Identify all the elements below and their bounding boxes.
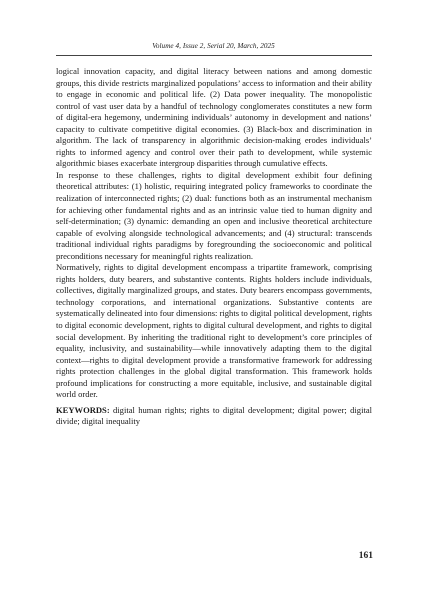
keywords-text: digital human rights; rights to digital development; digital power; digital divide; digital inequality (56, 404, 372, 427)
paragraph-data-inequality: logical innovation capacity, and digital literacy between nations and among domestic groups, this divide restricts marginalized populations’ access to information and their ability to engage in economic and political life. (2) Data power inequality. The monopolistic control of vast user data by a handful of technology conglomerates constitutes a new form of digital-era hegemony, undermining individuals’ autonomy in development and nations’ capacity to cultivate competitive digital economies. (3) Black-box and discrimination in algorithm. The lack of transparency in algorithmic decision-making erodes individuals’ rights to informed agency and control over their path to development, while systemic algorithmic biases exacerbate intergroup disparities through cumulative effects. (56, 66, 372, 169)
running-header: Volume 4, Issue 2, Serial 20, March, 2025 (152, 42, 275, 50)
keywords-label: KEYWORDS: (56, 404, 110, 415)
page-number: 161 (358, 551, 373, 561)
header-divider (56, 55, 372, 56)
keywords-line (56, 405, 372, 428)
body-text (56, 66, 372, 428)
paragraph-normative-framework: Normatively, rights to digital development encompass a tripartite framework, comprising rights holders, duty bearers, and substantive contents. Rights holders include individuals, collectives, digitally marginalized groups, and states. Duty bearers encompass governments, technology corporations, and international organizations. Substantive contents are systematically delineated into four dimensions: rights to digital political development, rights to digital economic development, rights to digital cultural development, and rights to digital social development. By inheriting the traditional right to development’s core principles of equality, inclusivity, and sustainability—while innovatively adapting them to the digital context—rights to digital development provide a transformative framework for addressing rights protection challenges in the global digital transformation. This framework holds profound implications for constructing a more equitable, inclusive, and sustainable digital world order. (56, 262, 372, 400)
paragraph-theoretical-attributes: In response to these challenges, rights to digital development exhibit four defining theoretical attributes: (1) holistic, requiring integrated policy frameworks to coordinate the realization of interconnected rights; (2) dual: functions both as an instrumental mechanism for achieving other fundamental rights and as an intrinsic value tied to human dignity and self-determination; (3) dynamic: demanding an open and inclusive theoretical architecture capable of evolving alongside technological advancements; and (4) structural: transcends traditional individual rights paradigms by foregrounding the socioeconomic and political preconditions necessary for meaningful rights realization. (56, 169, 372, 261)
